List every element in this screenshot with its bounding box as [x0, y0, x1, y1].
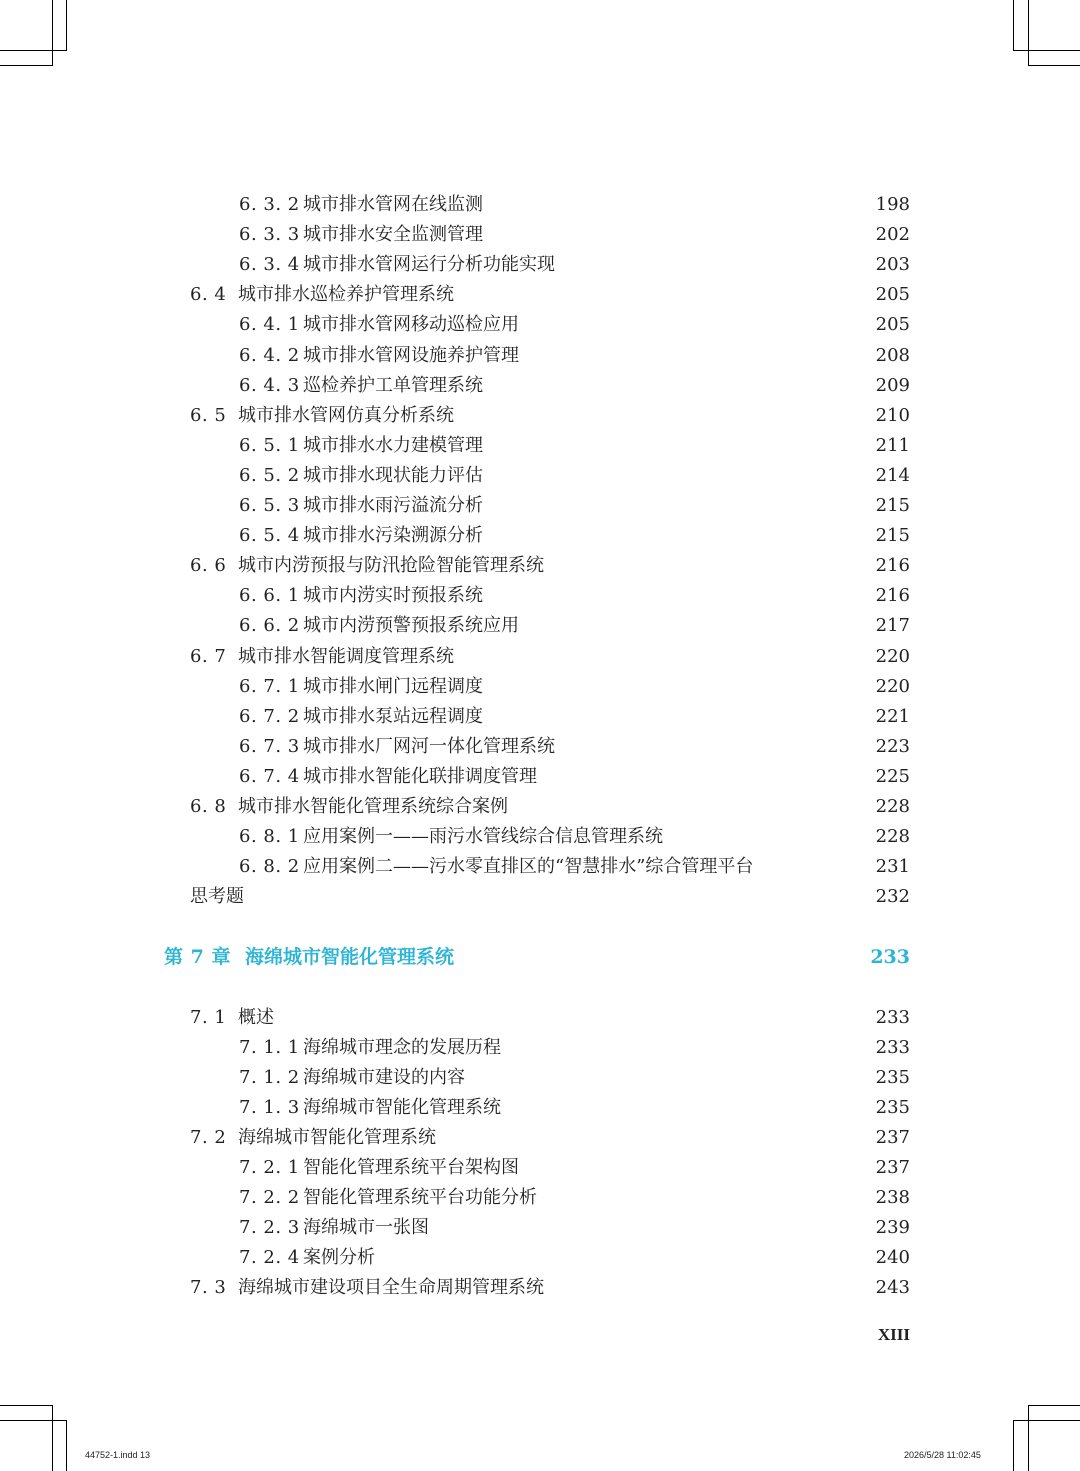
toc-entry-number: 7. 2. 3	[239, 1217, 300, 1238]
toc-entry-page-number: 210	[875, 405, 910, 426]
dot-leader	[487, 703, 870, 731]
toc-entry-number: 6. 5	[190, 405, 227, 426]
toc-entry[interactable]	[0, 221, 1080, 249]
toc-entry-page-number: 228	[875, 796, 910, 817]
toc-entry[interactable]	[0, 673, 1080, 701]
dot-leader	[487, 221, 870, 249]
toc-entry-number: 6. 8. 2	[239, 856, 300, 877]
toc-entry-title: 海绵城市理念的发展历程	[303, 1037, 501, 1058]
toc-entry-number: 7. 2. 2	[239, 1187, 300, 1208]
toc-entry[interactable]	[0, 612, 1080, 640]
toc-entry-title: 城市排水厂网河一体化管理系统	[303, 736, 555, 757]
toc-entry-title: 海绵城市智能化管理系统	[245, 946, 455, 968]
toc-entry-page-number: 237	[875, 1157, 910, 1178]
toc-entry-page-number: 228	[875, 826, 910, 847]
toc-entry-title: 海绵城市一张图	[303, 1217, 429, 1238]
toc-entry-page-number: 214	[875, 465, 910, 486]
toc-entry-page-number: 221	[875, 706, 910, 727]
toc-entry-number: 7. 2	[190, 1127, 227, 1148]
toc-entry-number: 6. 3. 4	[239, 254, 300, 275]
dot-leader	[469, 1064, 870, 1092]
dot-leader	[458, 943, 870, 971]
toc-entry-title: 应用案例一——雨污水管线综合信息管理系统	[303, 826, 663, 847]
toc-entry[interactable]	[0, 643, 1080, 671]
toc-entry-title: 城市内涝预报与防汛抢险智能管理系统	[238, 555, 544, 576]
toc-entry-page-number: 235	[875, 1097, 910, 1118]
dot-leader	[458, 402, 870, 430]
toc-entry-page-number: 223	[875, 736, 910, 757]
toc-entry-title: 城市排水水力建模管理	[303, 435, 483, 456]
dot-leader	[487, 432, 870, 460]
toc-entry-title: 海绵城市建设的内容	[303, 1067, 465, 1088]
toc-entry[interactable]	[0, 342, 1080, 370]
toc-entry[interactable]	[0, 1064, 1080, 1092]
toc-entry[interactable]	[0, 763, 1080, 791]
toc-entry[interactable]	[0, 1034, 1080, 1062]
toc-entry-page-number: 205	[875, 284, 910, 305]
dot-leader	[487, 191, 870, 219]
dot-leader	[278, 1004, 870, 1032]
toc-entry[interactable]	[0, 1184, 1080, 1212]
toc-entry[interactable]	[0, 552, 1080, 580]
toc-entry-page-number: 220	[875, 676, 910, 697]
dot-leader	[523, 612, 870, 640]
toc-entry-number: 6. 5. 3	[239, 495, 300, 516]
toc-entry-number: 6. 6	[190, 555, 227, 576]
toc-entry-number: 6. 5. 4	[239, 525, 300, 546]
toc-entry-page-number: 237	[875, 1127, 910, 1148]
dot-leader	[487, 582, 870, 610]
page-folio: XIII	[877, 1325, 910, 1344]
toc-entry-title: 城市排水污染溯源分析	[303, 525, 483, 546]
toc-entry[interactable]	[0, 251, 1080, 279]
dot-leader	[487, 462, 870, 490]
toc-entry-page-number: 203	[875, 254, 910, 275]
toc-entry-number: 6. 6. 2	[239, 615, 300, 636]
toc-entry-title: 思考题	[190, 886, 244, 907]
toc-entry[interactable]	[0, 1244, 1080, 1272]
toc-entry-number: 6. 4. 2	[239, 345, 300, 366]
toc-entry[interactable]	[0, 703, 1080, 731]
toc-entry[interactable]	[0, 522, 1080, 550]
toc-entry[interactable]	[0, 402, 1080, 430]
dot-leader	[523, 1154, 870, 1182]
toc-entry-title: 海绵城市智能化管理系统	[303, 1097, 501, 1118]
toc-entry-page-number: 198	[875, 194, 910, 215]
dot-leader	[757, 853, 870, 881]
toc-entry-number: 6. 7. 3	[239, 736, 300, 757]
toc-entry-number: 6. 4. 1	[239, 314, 300, 335]
toc-entry-number: 第 7 章	[164, 946, 231, 968]
dot-leader	[548, 1274, 870, 1302]
toc-entry-number: 6. 7. 2	[239, 706, 300, 727]
dot-leader	[541, 763, 870, 791]
toc-entry-number: 6. 4	[190, 284, 227, 305]
dot-leader	[523, 342, 870, 370]
dot-leader	[559, 251, 870, 279]
toc-entry-number: 7. 1. 2	[239, 1067, 300, 1088]
dot-leader	[487, 522, 870, 550]
toc-entry-page-number: 205	[875, 314, 910, 335]
toc-entry-page-number: 231	[875, 856, 910, 877]
toc-entry-page-number: 233	[875, 1007, 910, 1028]
toc-entry[interactable]	[0, 1154, 1080, 1182]
toc-entry-title: 智能化管理系统平台功能分析	[303, 1187, 537, 1208]
toc-entry-title: 城市排水泵站远程调度	[303, 706, 483, 727]
toc-entry-number: 6. 6. 1	[239, 585, 300, 606]
toc-entry-page-number: 220	[875, 646, 910, 667]
toc-entry[interactable]	[0, 281, 1080, 309]
toc-entry-page-number: 243	[875, 1277, 910, 1298]
toc-entry-title: 巡检养护工单管理系统	[303, 375, 483, 396]
dot-leader	[559, 733, 870, 761]
toc-entry-page-number: 215	[875, 525, 910, 546]
dot-leader	[505, 1094, 870, 1122]
dot-leader	[548, 552, 870, 580]
toc-entry[interactable]	[0, 1214, 1080, 1242]
toc-entry[interactable]	[0, 311, 1080, 339]
toc-entry-number: 6. 3. 3	[239, 224, 300, 245]
toc-entry-page-number: 232	[875, 886, 910, 907]
toc-entry-number: 6. 5. 2	[239, 465, 300, 486]
dot-leader	[458, 643, 870, 671]
dot-leader	[541, 1184, 870, 1212]
toc-entry-page-number: 202	[875, 224, 910, 245]
toc-entry-number: 7. 3	[190, 1277, 227, 1298]
toc-entry-page-number: 240	[875, 1247, 910, 1268]
toc-entry-title: 城市排水闸门远程调度	[303, 676, 483, 697]
dot-leader	[505, 1034, 870, 1062]
toc-entry-number: 7. 2. 1	[239, 1157, 300, 1178]
toc-entry[interactable]	[0, 733, 1080, 761]
toc-entry-title: 城市内涝预警预报系统应用	[303, 615, 519, 636]
toc-entry-title: 城市排水智能化联排调度管理	[303, 766, 537, 787]
dot-leader	[379, 1244, 870, 1272]
dot-leader	[487, 492, 870, 520]
toc-entry[interactable]	[0, 582, 1080, 610]
dot-leader	[523, 311, 870, 339]
toc-entry-title: 概述	[238, 1007, 274, 1028]
toc-entry[interactable]	[0, 1124, 1080, 1152]
toc-entry[interactable]	[0, 853, 1080, 881]
toc-chapter-entry[interactable]	[0, 943, 1080, 971]
toc-entry-page-number: 216	[875, 555, 910, 576]
toc-entry-number: 7. 1. 3	[239, 1097, 300, 1118]
dot-leader	[512, 793, 870, 821]
toc-entry-title: 应用案例二——污水零直排区的“智慧排水”综合管理平台	[303, 856, 754, 877]
toc-entry-title: 案例分析	[303, 1247, 375, 1268]
toc-entry-number: 6. 8. 1	[239, 826, 300, 847]
toc-entry-page-number: 225	[875, 766, 910, 787]
toc-entry-number: 6. 3. 2	[239, 194, 300, 215]
toc-entry-title: 城市排水管网在线监测	[303, 194, 483, 215]
toc-entry[interactable]	[0, 372, 1080, 400]
toc-entry-number: 7. 2. 4	[239, 1247, 300, 1268]
toc-entry-page-number: 233	[870, 946, 910, 968]
toc-entry[interactable]	[0, 191, 1080, 219]
toc-entry-title: 城市排水管网移动巡检应用	[303, 314, 519, 335]
toc-entry-page-number: 235	[875, 1067, 910, 1088]
toc-entry-title: 城市排水雨污溢流分析	[303, 495, 483, 516]
toc-entry-title: 城市排水安全监测管理	[303, 224, 483, 245]
toc-entry-number: 6. 7. 4	[239, 766, 300, 787]
toc-entry-page-number: 211	[875, 435, 910, 456]
toc-entry[interactable]	[0, 823, 1080, 851]
dot-leader	[248, 883, 870, 911]
toc-entry-page-number: 209	[875, 375, 910, 396]
dot-leader	[667, 823, 870, 851]
toc-entry-title: 城市排水管网仿真分析系统	[238, 405, 454, 426]
toc-entry-title: 海绵城市智能化管理系统	[238, 1127, 436, 1148]
toc-entry-page-number: 208	[875, 345, 910, 366]
toc-entry-page-number: 216	[875, 585, 910, 606]
toc-entry-number: 6. 8	[190, 796, 227, 817]
toc-entry-number: 6. 7	[190, 646, 227, 667]
toc-entry-page-number: 217	[875, 615, 910, 636]
toc-entry-title: 城市排水现状能力评估	[303, 465, 483, 486]
dot-leader	[487, 673, 870, 701]
toc-entry[interactable]	[0, 432, 1080, 460]
toc-entry-number: 6. 5. 1	[239, 435, 300, 456]
slug-file-name: 44752-1.indd 13	[85, 1450, 151, 1460]
toc-entry[interactable]	[0, 462, 1080, 490]
toc-entry-title: 城市内涝实时预报系统	[303, 585, 483, 606]
toc-entry-title: 城市排水管网运行分析功能实现	[303, 254, 555, 275]
toc-entry[interactable]	[0, 1004, 1080, 1032]
toc-entry-number: 6. 7. 1	[239, 676, 300, 697]
slug-timestamp: 2026/5/28 11:02:45	[904, 1450, 981, 1460]
toc-entry-title: 城市排水智能化管理系统综合案例	[238, 796, 508, 817]
toc-entry-page-number: 215	[875, 495, 910, 516]
toc-entry-number: 7. 1. 1	[239, 1037, 300, 1058]
toc-entry-title: 智能化管理系统平台架构图	[303, 1157, 519, 1178]
dot-leader	[487, 372, 870, 400]
toc-entry-title: 城市排水管网设施养护管理	[303, 345, 519, 366]
dot-leader	[458, 281, 870, 309]
dot-leader	[433, 1214, 870, 1242]
toc-entry-title: 城市排水智能调度管理系统	[238, 646, 454, 667]
toc-entry[interactable]	[0, 1094, 1080, 1122]
toc-entry-title: 城市排水巡检养护管理系统	[238, 284, 454, 305]
toc-entry[interactable]	[0, 793, 1080, 821]
toc-entry-title: 海绵城市建设项目全生命周期管理系统	[238, 1277, 544, 1298]
toc-entry-number: 6. 4. 3	[239, 375, 300, 396]
dot-leader	[440, 1124, 870, 1152]
toc-entry-page-number: 239	[875, 1217, 910, 1238]
toc-entry[interactable]	[0, 492, 1080, 520]
toc-entry[interactable]	[0, 1274, 1080, 1302]
toc-entry-number: 7. 1	[190, 1007, 227, 1028]
toc-entry-page-number: 238	[875, 1187, 910, 1208]
toc-entry[interactable]	[0, 883, 1080, 911]
toc-entry-page-number: 233	[875, 1037, 910, 1058]
